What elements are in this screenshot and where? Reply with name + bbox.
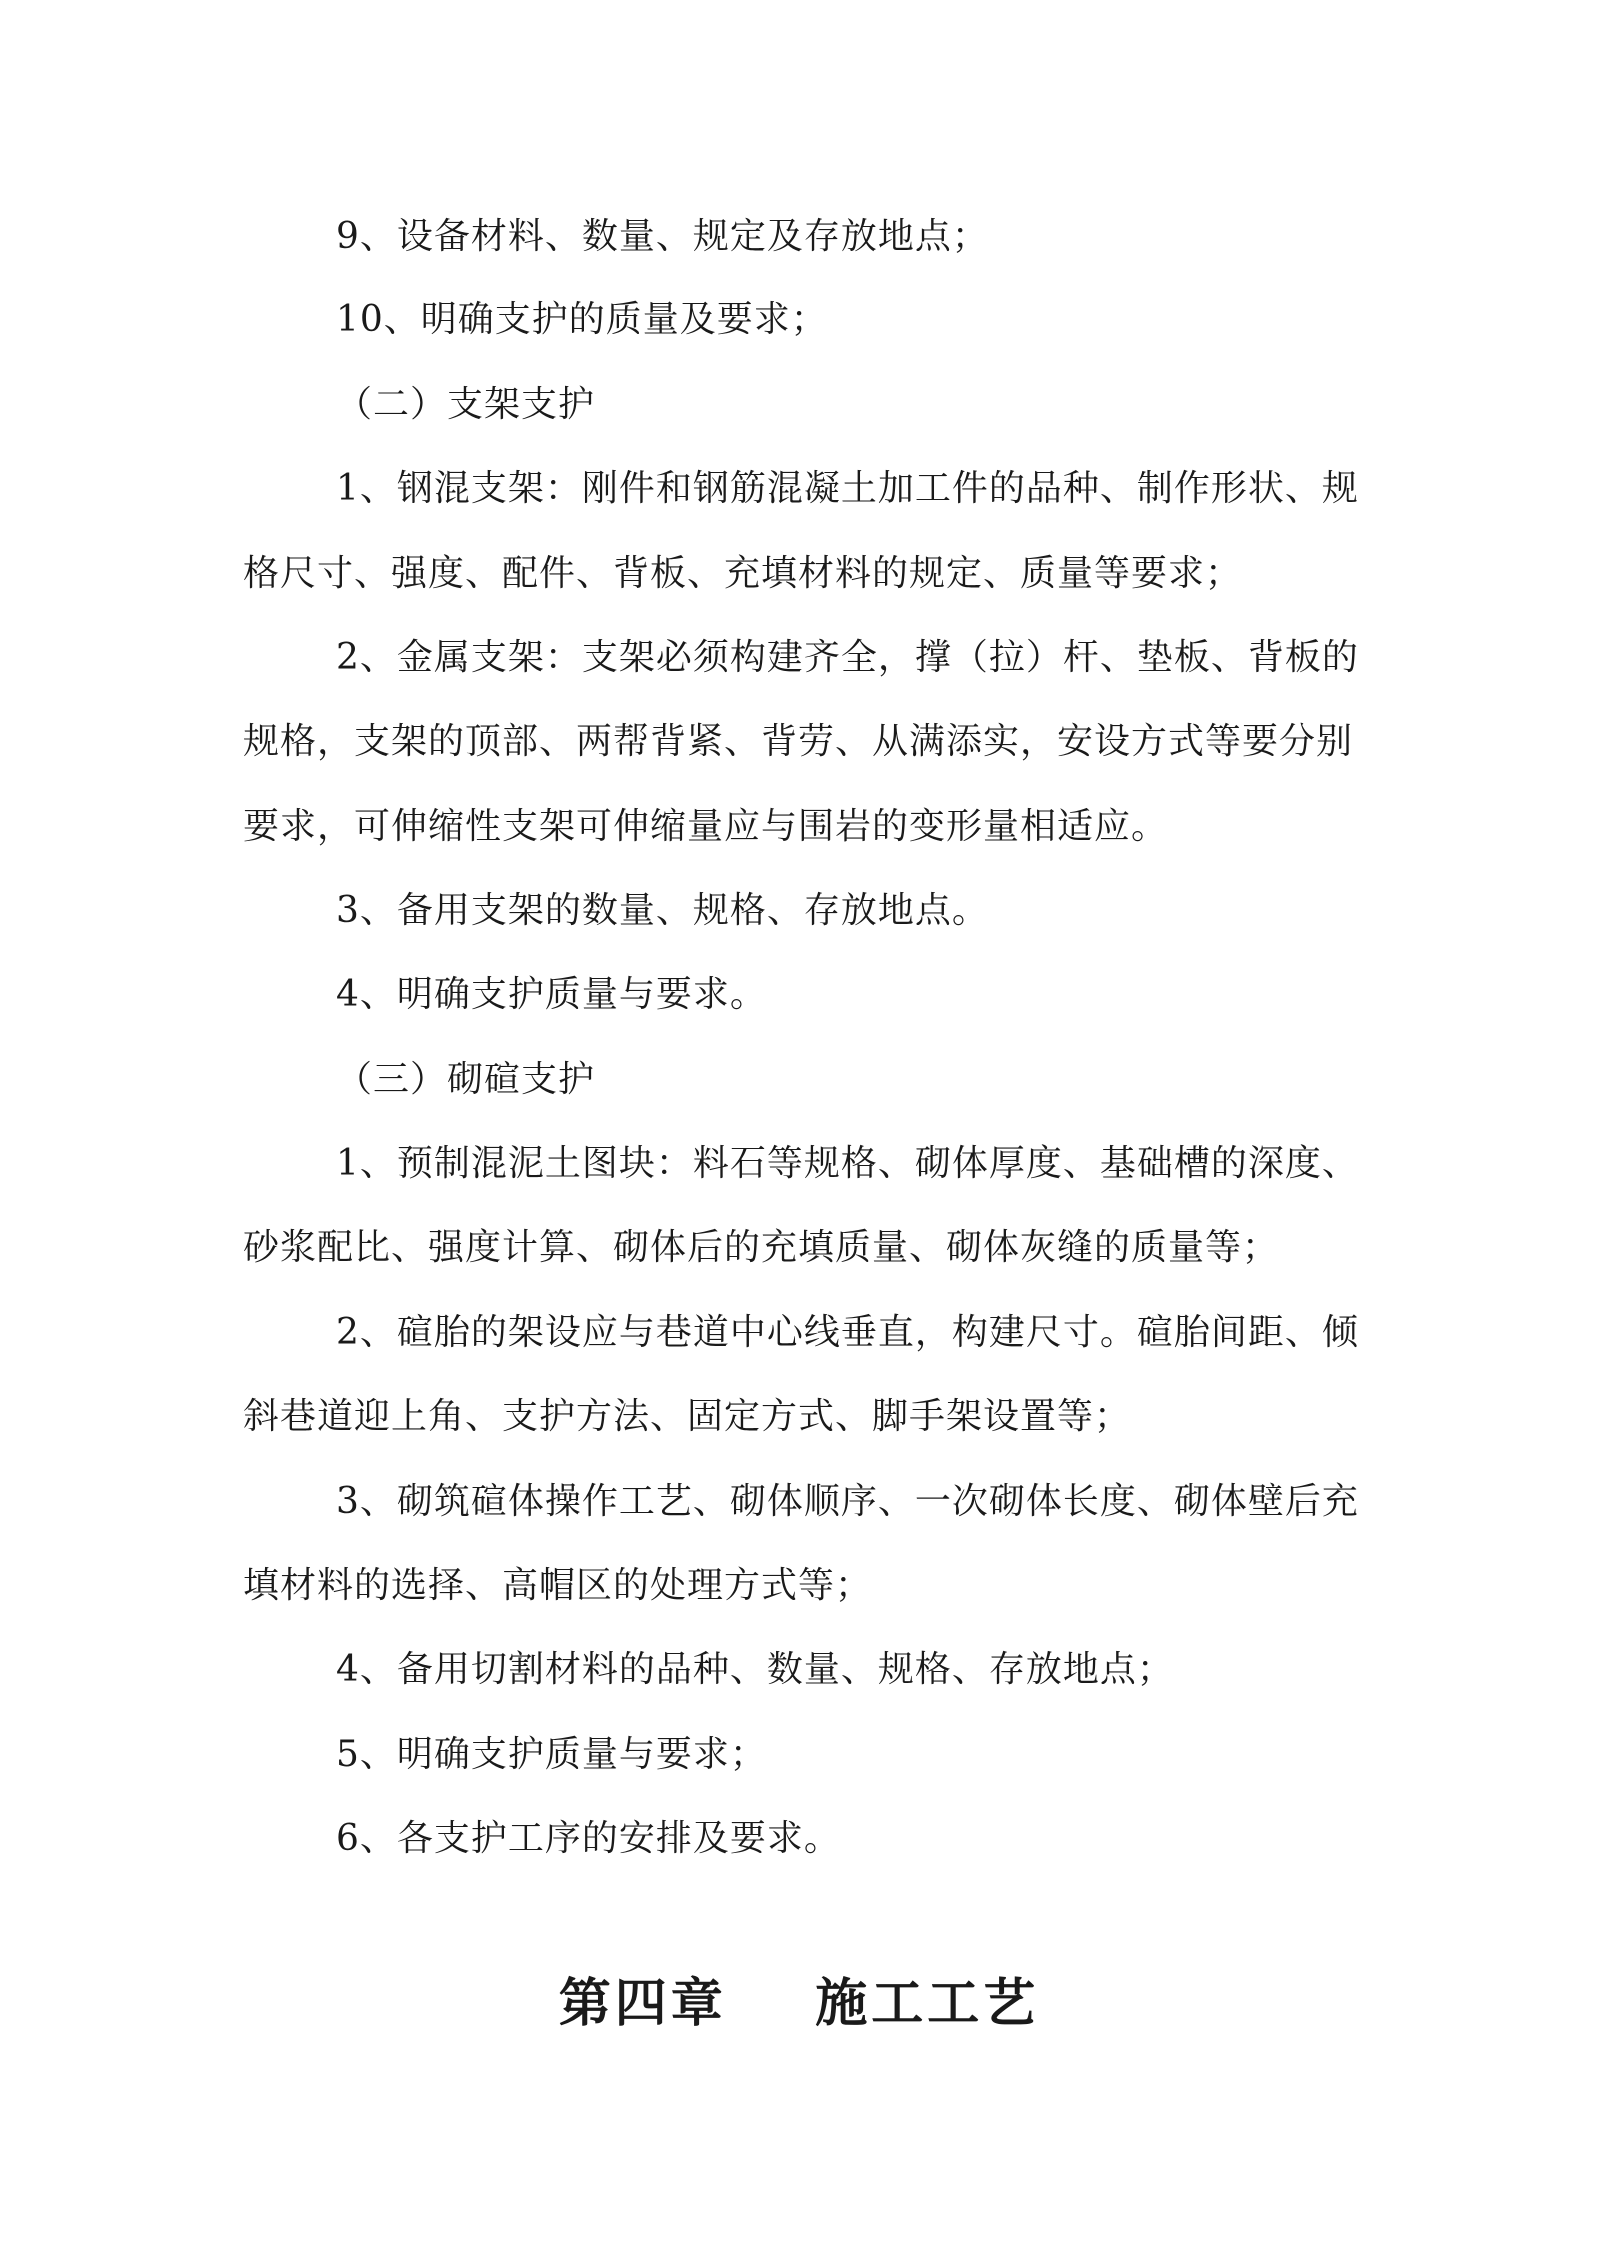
text-line-18: 4、备用切割材料的品种、数量、规格、存放地点； xyxy=(336,1649,1174,1690)
text-line-8: 要求，可伸缩性支架可伸缩量应与围岩的变形量相适应。 xyxy=(243,806,1169,847)
text-line-9: 3、备用支架的数量、规格、存放地点。 xyxy=(336,890,989,931)
text-line-4: 1、钢混支架：刚件和钢筋混凝土加工件的品种、制作形状、规 xyxy=(336,468,1359,509)
text-line-20: 6、各支护工序的安排及要求。 xyxy=(336,1818,841,1859)
text-line-13: 砂浆配比、强度计算、砌体后的充填质量、砌体灰缝的质量等； xyxy=(243,1227,1280,1268)
text-line-17: 填材料的选择、高帽区的处理方式等； xyxy=(243,1565,873,1606)
text-line-6: 2、金属支架：支架必须构建齐全，撑（拉）杆、垫板、背板的 xyxy=(336,637,1359,678)
text-line-12: 1、预制混泥土图块：料石等规格、砌体厚度、基础槽的深度、 xyxy=(336,1143,1359,1184)
text-line-10: 4、明确支护质量与要求。 xyxy=(336,974,767,1015)
text-line-7: 规格，支架的顶部、两帮背紧、背劳、从满添实，安设方式等要分别 xyxy=(243,721,1354,762)
section-heading-2: （二）支架支护 xyxy=(336,384,596,425)
section-heading-3: （三）砌碹支护 xyxy=(336,1059,596,1100)
text-line-1: 9、设备材料、数量、规定及存放地点； xyxy=(336,216,989,257)
text-line-14: 2、碹胎的架设应与巷道中心线垂直，构建尺寸。碹胎间距、倾 xyxy=(336,1312,1359,1353)
text-line-15: 斜巷道迎上角、支护方法、固定方式、脚手架设置等； xyxy=(243,1396,1132,1437)
chapter-title: 第四章 施工工艺 xyxy=(558,1974,1040,2034)
text-line-19: 5、明确支护质量与要求； xyxy=(336,1734,767,1775)
text-line-5: 格尺寸、强度、配件、背板、充填材料的规定、质量等要求； xyxy=(243,553,1243,594)
text-line-16: 3、砌筑碹体操作工艺、砌体顺序、一次砌体长度、砌体壁后充 xyxy=(336,1481,1359,1522)
text-line-2: 10、明确支护的质量及要求； xyxy=(336,299,828,340)
